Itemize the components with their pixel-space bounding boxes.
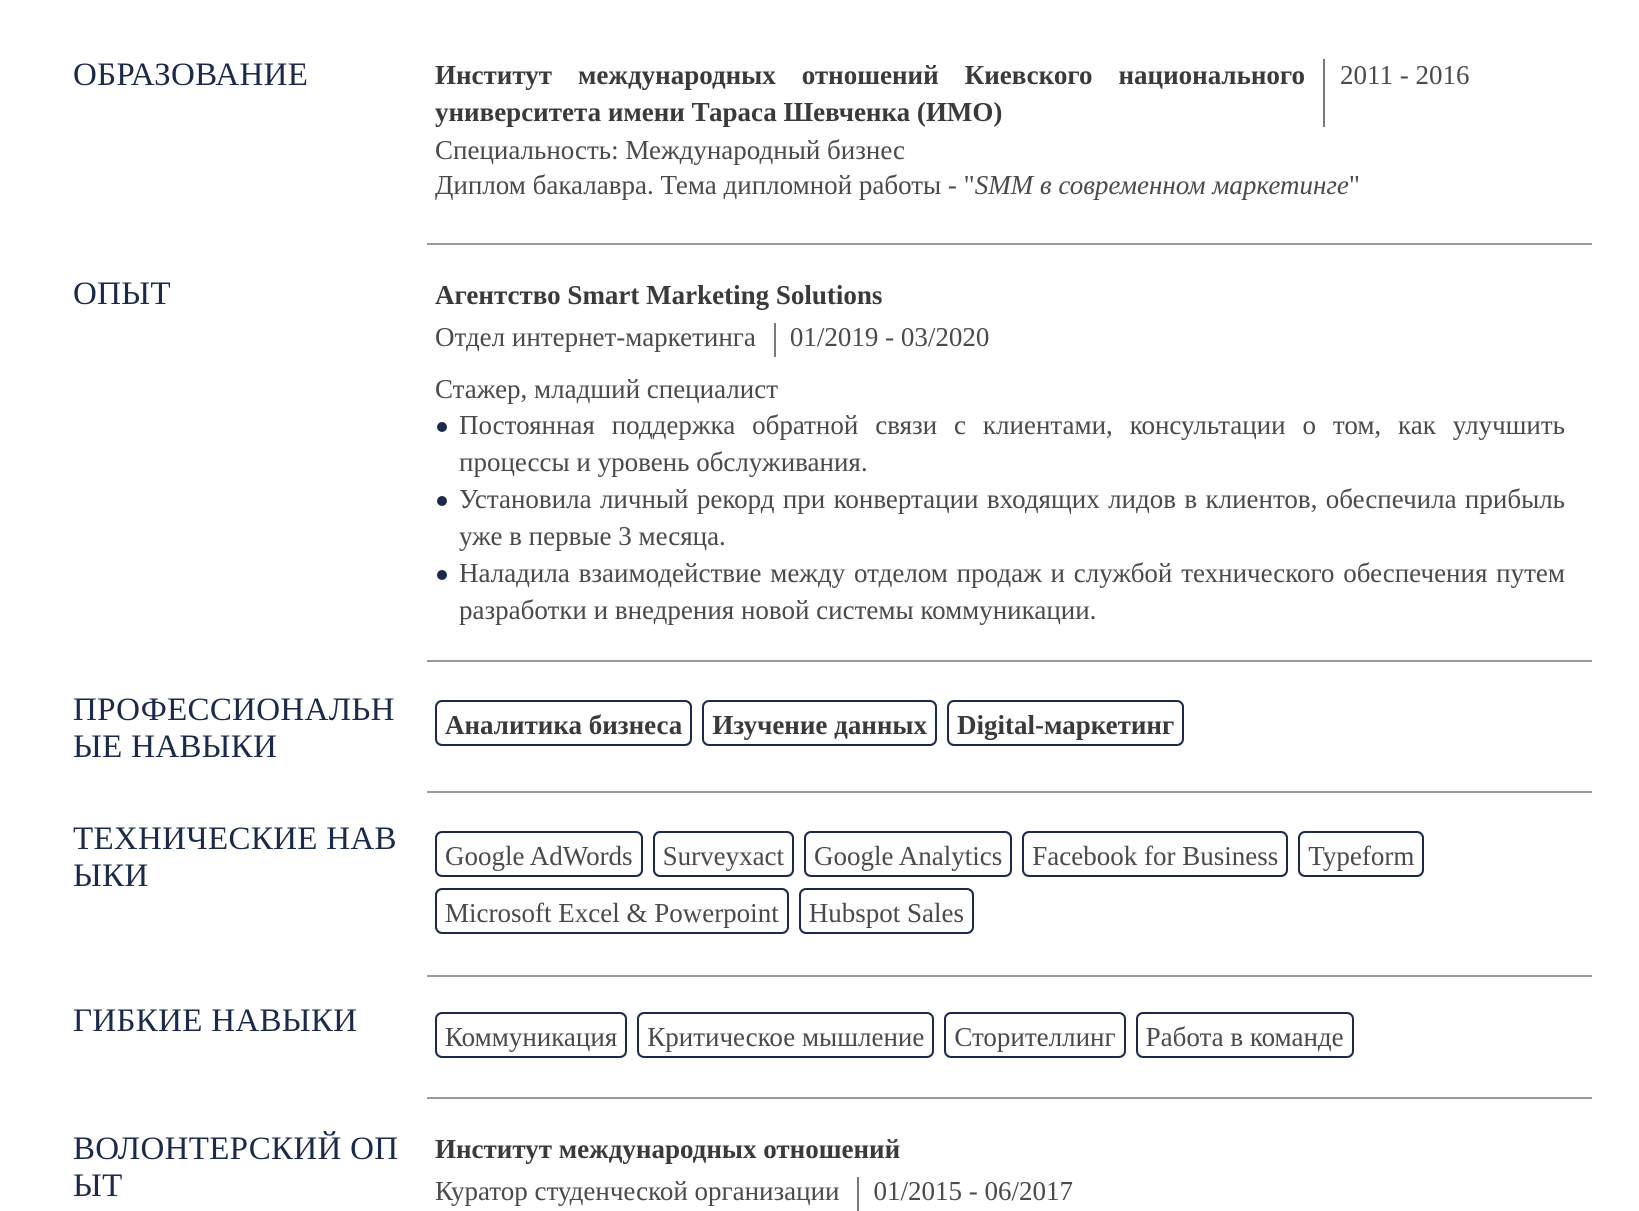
technical-skills-heading: ТЕХНИЧЕСКИЕ НАВЫКИ [73,821,397,894]
professional-skills-heading: ПРОФЕССИОНАЛЬНЫЕ НАВЫКИ [73,692,395,765]
volunteer-organization: Институт международных отношений [435,1134,901,1164]
experience-department-line [435,319,989,357]
skill-tag: Работа в команде [1136,1012,1354,1058]
skill-tag: Typeform [1298,831,1424,877]
experience-heading: ОПЫТ [73,276,171,312]
skill-tag: Аналитика бизнеса [435,700,692,746]
experience-position: Стажер, младший специалист [435,374,779,404]
education-specialty: Специальность: Международный бизнес [435,135,905,165]
volunteer-dates: 01/2015 - 06/2017 [873,1176,1073,1206]
soft-skills-heading: ГИБКИЕ НАВЫКИ [73,1003,358,1039]
skill-tag: Google AdWords [435,831,643,877]
list-item: Наладила взаимодействие между отделом продаж и службой технического обеспечения путем разработки и внедрения новой системы коммуникации. [435,555,1565,629]
technical-skills-divider [427,975,1592,977]
diploma-prefix: Диплом бакалавра. Тема дипломной работы - " [435,170,975,200]
skill-tag: Google Analytics [804,831,1012,877]
experience-separator [774,323,776,357]
volunteer-role-line [435,1173,1073,1211]
education-divider [427,243,1592,245]
skill-tag: Digital-маркетинг [947,700,1184,746]
education-heading: ОБРАЗОВАНИЕ [73,57,309,93]
soft-skills-divider [427,1097,1592,1099]
experience-dates: 01/2019 - 03/2020 [789,322,990,352]
skill-tag: Facebook for Business [1022,831,1288,877]
skill-tag: Критическое мышление [637,1012,934,1058]
volunteer-heading: ВОЛОНТЕРСКИЙ ОПЫТ [73,1131,399,1204]
experience-company: Агентство Smart Marketing Solutions [435,280,883,310]
experience-bullets [435,407,1565,629]
bullet-icon [437,570,447,580]
volunteer-separator [857,1177,859,1211]
bullet-icon [437,422,447,432]
education-separator [1323,59,1325,127]
list-item: Постоянная поддержка обратной связи с клиентами, консультации о том, как улучшить процессы и уровень обслуживания. [435,407,1565,481]
list-item: Установила личный рекорд при конвертации входящих лидов в клиентов, обеспечила прибыль уже в первые 3 месяца. [435,481,1565,555]
bullet-icon [437,496,447,506]
education-dates: 2011 - 2016 [1340,60,1470,90]
skill-tag: Изучение данных [702,700,937,746]
education-institution: Институт международных отношений Киевского национального университета имени Тараса Шевченка (ИМО) [435,60,1305,127]
soft-skills-tags [435,1012,1575,1058]
experience-department: Отдел интернет-маркетинга [435,322,756,352]
diploma-topic: SMM в современном маркетинге [974,170,1349,200]
professional-skills-tags [435,700,1575,746]
skill-tag: Коммуникация [435,1012,627,1058]
skill-tag: Hubspot Sales [799,888,974,934]
skill-tag: Сторителлинг [944,1012,1125,1058]
technical-skills-tags [435,831,1575,934]
skill-tag: Surveyxact [653,831,794,877]
professional-skills-divider [427,791,1592,793]
diploma-suffix: " [1348,170,1360,200]
volunteer-role: Куратор студенческой организации [435,1176,840,1206]
experience-divider [427,660,1592,662]
skill-tag: Microsoft Excel & Powerpoint [435,888,789,934]
education-diploma [435,167,1360,204]
